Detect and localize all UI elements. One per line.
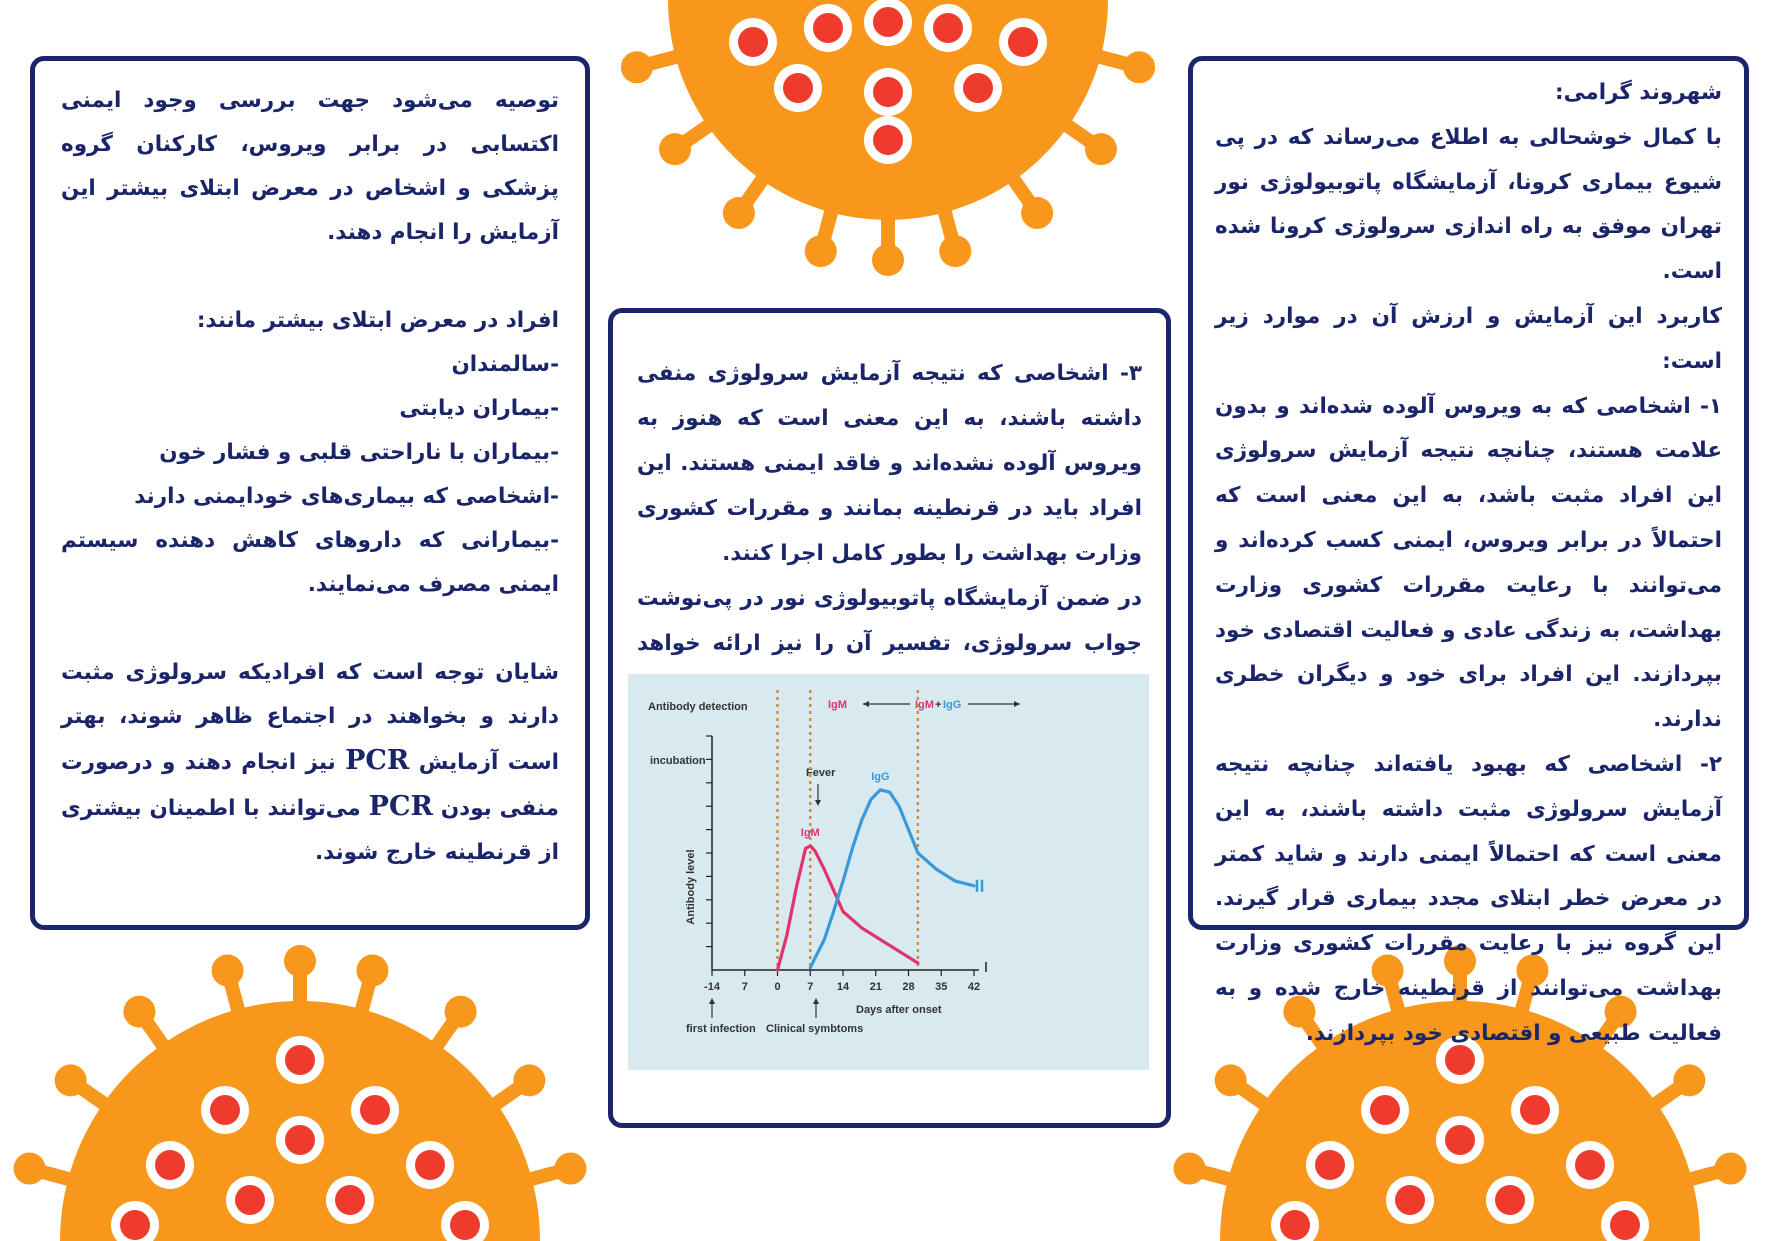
series-label: IgM [800, 826, 820, 839]
clinical-arrow-head [813, 998, 819, 1004]
series-label: IgG [871, 770, 890, 783]
antibody-detection-label: Antibody detection [648, 701, 748, 713]
antibody-chart [628, 674, 1149, 1070]
usage-title: کاربرد این آزمایش و ارزش آن در موارد زیر است: [1215, 303, 1722, 374]
recommendation-text: توصیه می‌شود جهت بررسی وجود ایمنی اکتسابی در برابر ویروس، کارکنان گروه پزشکی و اشخاص در معرض ابتلای بیشتر این آزمایش را انجام دهند. [61, 88, 559, 245]
igm-igg-phase-label-plus: + [935, 699, 942, 711]
x-tick-label: 35 [935, 981, 948, 993]
case-two-text: ۲- اشخاصی که بهبود یافته‌اند چنانچه نتیجه آزمایش سرولوژی مثبت داشته باشند، به این معنی است که احتمالاً ایمنی دارند و شاید کمتر در معرض خطر ابتلای مجدد بیماری قرار گیرند. این گروه نیز با رعایت مقررات کشوری وزارت بهداشت می‌توانند از قرنطینه خارج شده و به فعالیت طبیعی و اقتصادی خود بپردازند. [1215, 751, 1722, 1046]
y-axis-label: Antibody level [685, 849, 697, 925]
x-tick-label: -14 [704, 981, 720, 993]
info-panel-right [1188, 56, 1749, 1046]
igm-igg-phase-label-igm: IgM [915, 699, 934, 711]
coronavirus-icon [588, 0, 1188, 290]
pcr-note-part: می‌توانند با اطمینان بیشتری از قرنطینه خارج شوند. [61, 796, 559, 865]
x-tick-label: 21 [869, 981, 882, 993]
interpretation-note: در ضمن آزمایشگاه پاتوبیولوژی نور در پی‌نوشت جواب سرولوژی، تفسیر آن را نیز ارائه خواهد [637, 586, 1142, 656]
phase-arrow-head [863, 701, 869, 707]
risk-group-title: افراد در معرض ابتلای بیشتر مانند: [196, 308, 559, 333]
coronavirus-icon [0, 935, 620, 1241]
risk-item: -بیماران دیابتی [399, 396, 559, 421]
igm-igg-phase-label-igg: IgG [943, 699, 962, 711]
first-infection-arrow-head [709, 998, 715, 1004]
antibody-chart-svg [628, 674, 1149, 1070]
risk-item: -بیمارانی که داروهای کاهش دهنده سیستم ایمنی مصرف می‌نمایند. [61, 528, 559, 597]
x-tick-label: 7 [807, 981, 814, 993]
pcr-note [61, 651, 559, 875]
incubation-label: incubation [650, 755, 706, 767]
risk-item: -سالمندان [451, 352, 559, 377]
x-tick-label: 14 [836, 981, 850, 993]
x-tick-label: 28 [902, 981, 915, 993]
pcr-term: PCR [368, 791, 433, 822]
fever-label: Fever [806, 767, 836, 779]
x-tick-label: 42 [967, 981, 981, 993]
greeting: شهروند گرامی: [1555, 80, 1722, 105]
case-one-text: ۱- اشخاصی که به ویروس آلوده شده‌اند و بدون علامت هستند، چنانچه نتیجه آزمایش سرولوژی این افراد مثبت باشد، به این معنی است که احتمالاً در برابر ویروس، ایمنی کسب کرده‌اند و می‌توانند با رعایت مقررات کشوری وزارت بهداشت، به زندگی عادی و فعالیت اقتصادی خود بپردازند. این افراد برای خود و دیگران خطری ندارند. [1215, 393, 1722, 733]
phase-arrow-head [1014, 701, 1020, 707]
igm-phase-label: IgM [828, 699, 847, 711]
pcr-term: PCR [345, 745, 410, 776]
info-panel-left [30, 56, 590, 930]
fever-arrow-head [815, 800, 821, 806]
series-line-igg [810, 790, 974, 968]
pcr-note-part: شایان توجه است که افرادیکه سرولوژی مثبت دارند و بخواهند در اجتماع ظاهر شوند، بهتر است آزمایش [61, 660, 559, 775]
x-tick-label: 0 [774, 981, 781, 993]
intro-text: با کمال خوشحالی به اطلاع می‌رساند که در پی شیوع بیماری کرونا، آزمایشگاه پاتوبیولوژی نور تهران موفق به راه اندازی سرولوژی کرونا شده است. [1215, 124, 1722, 285]
x-tick-label: 7 [741, 981, 748, 993]
risk-item: -بیماران با ناراحتی قلبی و فشار خون [159, 440, 559, 465]
clinical-symptoms-label: Clinical symbtoms [766, 1023, 864, 1035]
risk-item: -اشخاصی که بیماری‌های خودایمنی دارند [134, 484, 559, 509]
pcr-note-part: نیز انجام دهند و درصورت منفی بودن [61, 750, 559, 821]
negative-result-text: ۳- اشخاصی که نتیجه آزمایش سرولوژی منفی داشته باشند، به این معنی است که هنوز به ویروس آلوده نشده‌اند و فاقد ایمنی هستند. این افراد باید در قرنطینه بمانند و مقررات کشوری وزارت بهداشت را بطور کامل اجرا کنند. [637, 361, 1142, 566]
first-infection-label: first infection [686, 1023, 756, 1035]
x-axis-label: Days after onset [856, 1004, 942, 1016]
